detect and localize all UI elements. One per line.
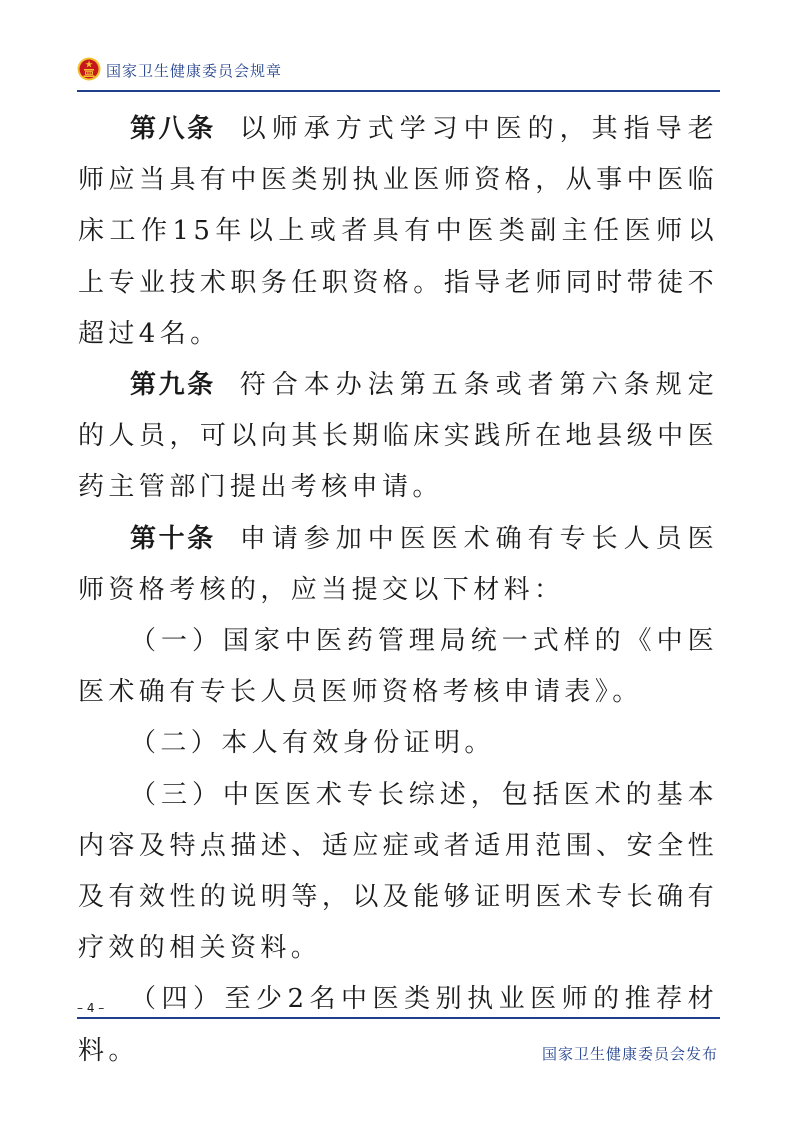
paragraph-text: 申请参加中医医术确有专长人员医师资格考核的，应当提交以下材料： (78, 523, 718, 605)
paragraph-text: （三）中医医术专长综述，包括医术的基本内容及特点描述、适应症或者适用范围、安全性及有效性的说明等，以及能够证明医术专长确有疗效的相关资料。 (78, 779, 718, 964)
paragraph-text: 符合本办法第五条或者第六条规定的人员，可以向其长期临床实践所在地县级中医药主管部门提出考核申请。 (78, 370, 718, 503)
article-heading: 第八条 (130, 114, 216, 144)
paragraph-text: （四）至少2名中医类别执业医师的推荐材料。 (78, 984, 718, 1066)
article-heading: 第十条 (130, 523, 216, 554)
article-10-paragraph (78, 514, 718, 616)
list-item-1 (78, 616, 718, 718)
header-title: 国家卫生健康委员会规章 (106, 62, 283, 80)
paragraph-text: （一）国家中医药管理局统一式样的《中医医术确有专长人员医师资格考核申请表》。 (78, 626, 718, 708)
footer-divider (77, 1017, 720, 1019)
article-9-paragraph (78, 360, 718, 514)
national-emblem-icon (77, 57, 101, 81)
article-8-paragraph (78, 104, 718, 360)
page-header (77, 54, 720, 92)
document-body (78, 104, 718, 1077)
list-item-3 (78, 770, 718, 975)
paragraph-text: 以师承方式学习中医的，其指导老师应当具有中医类别执业医师资格，从事中医临床工作15年以上或者具有中医类副主任医师以上专业技术职务任职资格。指导老师同时带徒不超过4名。 (78, 114, 718, 349)
article-heading: 第九条 (130, 370, 216, 401)
paragraph-text: （二）本人有效身份证明。 (130, 728, 495, 759)
footer-publisher: 国家卫生健康委员会发布 (541, 1045, 718, 1063)
page-number: – 4 – (77, 1001, 105, 1015)
list-item-2 (78, 718, 718, 769)
